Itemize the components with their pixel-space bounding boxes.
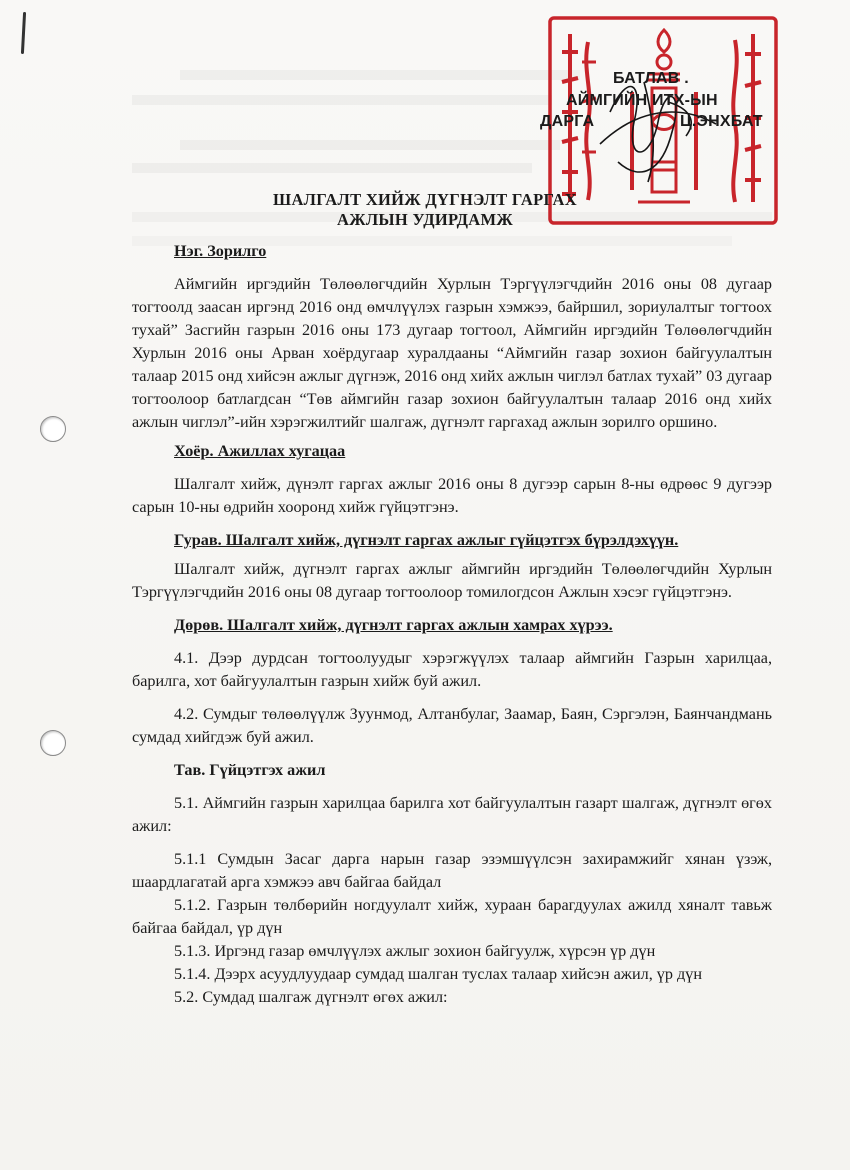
section-1-text: Аймгийн иргэдийн Төлөөлөгчдийн Хурлын Тэргүүлэгчдийн 2016 оны 08 дугаар тогтоолд заасан иргэнд 2016 онд өмчлүүлэх газрын хэмжээ, байршил, зориулалтыг тогтоох тухай” Засгийн газрын 2016 оны 173 дугаар тогтоол, Аймгийн иргэдийн Төлөөлөгчдийн Хурлын 2016 оны Арван хоёрдугаар хуралдааны “Аймгийн газар зохион байгуулалтын талаар 2015 онд хийсэн ажлыг дүгнэж, 2016 онд хийх ажлын чиглэл батлах тухай” 03 дугаар тогтоолоор батлагдсан “Төв аймгийн газар зохион байгуулалтын талаар 2016 онд хийх ажлын чиглэл”-ийн хэрэгжилтийг шалгаж, дүгнэлт гаргахад ажлын зорилго оршино. (132, 275, 772, 431)
section-2-text: Шалгалт хийж, дүнэлт гаргах ажлыг 2016 оны 8 дугээр сарын 8-ны өдрөөс 9 дугээр сарын 10-ны өдрийн хооронд хийж гүйцэтгэнэ. (132, 475, 772, 516)
section-1-heading: Нэг. Зорилго (174, 242, 267, 260)
section-4-item-1: 4.1. Дээр дурдсан тогтоолуудыг хэрэгжүүлэх талаар аймгийн Газрын харилцаа, барилга, хот байгуулалтын газрын хийж буй ажил. (132, 649, 772, 690)
section-4-heading: Дөрөв. Шалгалт хийж, дүгнэлт гаргах ажлын хамрах хүрээ. (174, 616, 613, 634)
section-5-item-2: 5.2. Сумдад шалгаж дүгнэлт өгөх ажил: (174, 988, 448, 1006)
punch-hole-top (40, 416, 66, 442)
section-4-item-2: 4.2. Сумдыг төлөөлүүлж Зуунмод, Алтанбулаг, Заамар, Баян, Сэргэлэн, Баянчандмань сумдад хийгдэж буй ажил. (132, 705, 772, 746)
approval-signatory-name: Ц.ЭНХБАТ (680, 113, 763, 130)
section-5-item-1: 5.1. Аймгийн газрын харилцаа барилга хот байгуулалтын газарт шалгаж, дүгнэлт өгөх ажил: (132, 794, 772, 835)
section-5-heading: Тав. Гүйцэтгэх ажил (174, 761, 326, 779)
section-3-heading: Гурав. Шалгалт хийж, дүгнэлт гаргах ажлыг гүйцэтгэх бүрэлдэхүүн. (174, 531, 679, 549)
pen-mark (21, 12, 26, 54)
punch-hole-bottom (40, 730, 66, 756)
section-5-item-1-4: 5.1.4. Дээрх асуудлуудаар сумдад шалган туслах талаар хийсэн ажил, үр дүн (174, 965, 703, 983)
section-2-heading: Хоёр. Ажиллах хугацаа (174, 442, 346, 460)
approval-label: БАТЛАВ . (613, 70, 689, 87)
section-5-item-1-1: 5.1.1 Сумдын Засаг дарга нарын газар эзэмшүүлсэн захирамжийг хянан үзэж, шаардлагатай арга хэмжээ авч байгаа байдал (132, 850, 772, 891)
approval-organization: АЙМГИЙН ИТХ-ЫН (566, 92, 718, 109)
document-body (132, 240, 772, 1009)
section-5-item-1-2: 5.1.2. Газрын төлбөрийн ногдуулалт хийж, хураан барагдуулах ажилд хяналт тавьж байгаа байдал, үр дүн (132, 896, 772, 937)
section-5-item-1-3: 5.1.3. Иргэнд газар өмчлүүлэх ажлыг зохион байгуулж, хүрсэн үр дүн (174, 942, 656, 960)
document-title-line-1: ШАЛГАЛТ ХИЙЖ ДҮГНЭЛТ ГАРГАХ (273, 190, 577, 209)
section-3-text: Шалгалт хийж, дүгнэлт гаргах ажлыг аймгийн иргэдийн Төлөөлөгчдийн Хурлын Тэргүүлэгчдийн 2016 оны 08 дугаар тогтоолоор томилогдсон Ажлын хэсэг гүйцэтгэнэ. (132, 560, 772, 601)
document-title-line-2: АЖЛЫН УДИРДАМЖ (337, 210, 513, 229)
approval-position: ДАРГА (540, 113, 595, 130)
